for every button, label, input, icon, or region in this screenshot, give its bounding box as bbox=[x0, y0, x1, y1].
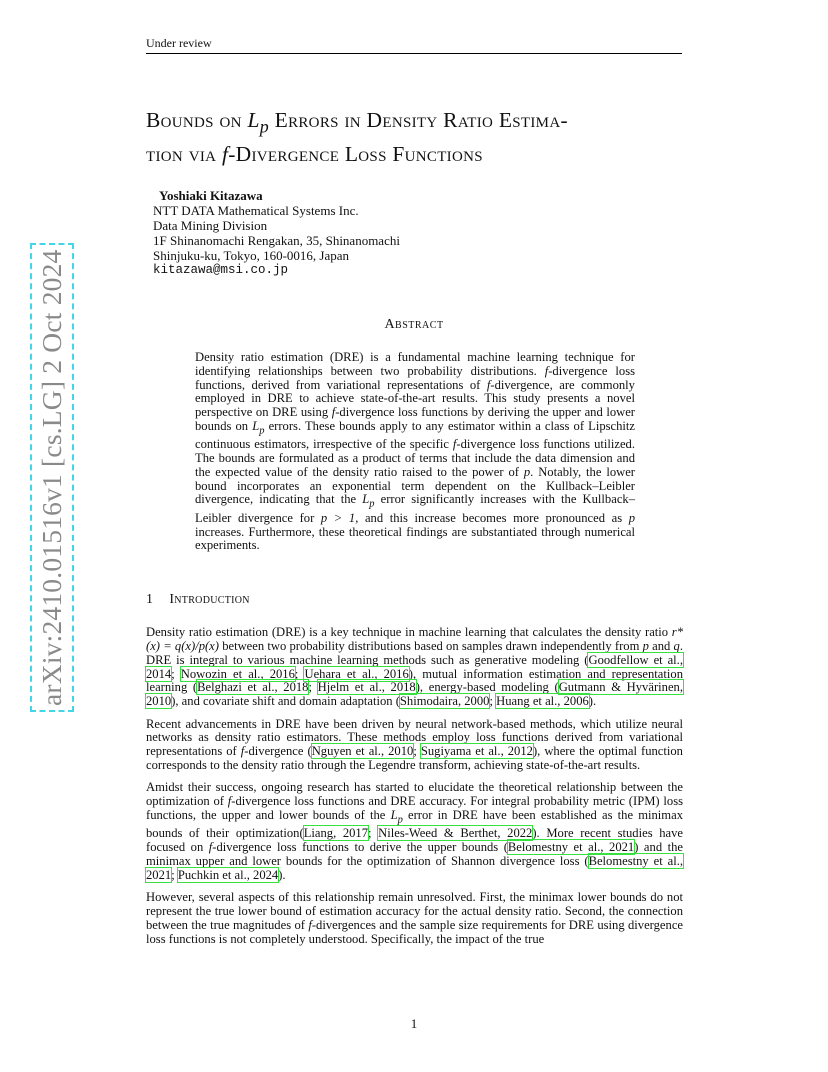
running-header: Under review bbox=[146, 36, 682, 54]
affiliation-line: NTT DATA Mathematical Systems Inc. bbox=[153, 203, 359, 218]
section-heading bbox=[146, 592, 250, 608]
title-text-1: Bounds on bbox=[146, 108, 248, 132]
citation-link[interactable]: Liang, 2017 bbox=[303, 826, 369, 841]
author-name: Yoshiaki Kitazawa bbox=[159, 188, 263, 203]
citation-link[interactable]: Belomestny et al., 2021 bbox=[507, 840, 635, 855]
citation-link[interactable]: Goodfellow et al., 2014 bbox=[146, 652, 683, 681]
title-text-2: Errors in Density Ratio Estima- bbox=[268, 108, 568, 132]
page-number: 1 bbox=[410, 1016, 418, 1031]
citation-link[interactable]: Huang et al., 2006 bbox=[496, 694, 589, 709]
paragraph: Amidst their success, ongoing research has started to elucidate the theoretical relationship between the optimization of f-divergence loss functions and DRE accuracy. For integral probability metric (IPM) loss functions, the upper and lower bounds of the $L_p$ error in DRE have been established as the minimax bounds of their optimization(Liang, 2017; Niles-Weed & Berthet, 2022). More recent studies have focused on f-divergence loss functions to derive the upper bounds (Belomestny et al., 2021) and the minimax upper and lower bounds for the optimization of Shannon divergence loss (Belomestny et al., 2021; Puchkin et al., 2024). bbox=[146, 780, 684, 883]
introduction-body bbox=[146, 626, 683, 955]
title-text-3: tion via bbox=[146, 142, 222, 167]
affiliation-line: Shinjuku-ku, Tokyo, 160-0016, Japan bbox=[153, 248, 350, 263]
section-number: 1 bbox=[146, 592, 154, 607]
arxiv-identifier[interactable]: arXiv:2410.01516v1 [cs.LG] 2 Oct 2024 bbox=[36, 249, 67, 706]
author-email[interactable]: kitazawa@msi.co.jp bbox=[153, 263, 289, 277]
paper-title bbox=[146, 106, 706, 168]
abstract-text: Density ratio estimation (DRE) is a fundamental machine learning technique for identifying relationships between two probability distributions. f-divergence loss functions, derived from variational representations of f-divergence, are commonly employed in DRE to achieve state-of-the-art results. This study presents a novel perspective on DRE using f-divergence loss functions by deriving the upper and lower bounds on $L_p$ errors. These bounds apply to any estimator within a class of Lipschitz continuous estimators, irrespective of the specific f-divergence loss functions utilized. The bounds are formulated as a product of terms that include the data dimension and the expected value of the density ratio raised to the power of p. Notably, the lower bound incorporates an exponential term dependent on the Kullback–Leibler divergence, indicating that the $L_p$ error significantly increases with the Kullback–Leibler divergence for p > 1, and this increase becomes more pronounced as p increases. Furthermore, these theoretical findings are substantiated through numerical experiments. bbox=[195, 350, 636, 553]
abstract-heading: Abstract bbox=[384, 317, 444, 332]
title-math-f: f bbox=[221, 142, 229, 167]
citation-link[interactable]: Shimodaira, 2000 bbox=[399, 694, 490, 709]
affiliation-line: 1F Shinanomachi Rengakan, 35, Shinanomachi bbox=[153, 233, 400, 248]
paragraph: Density ratio estimation (DRE) is a key technique in machine learning that calculates the density ratio r*(x) = q(x)/p(x) between two probability distributions based on samples drawn independently from p and q. DRE is integral to various machine learning methods such as generative modeling (Goodfellow et al., 2014; Nowozin et al., 2016; Uehara et al., 2016), mutual information estimation and representation learning (Belghazi et al., 2018; Hjelm et al., 2018), energy-based modeling (Gutmann & Hyvärinen, 2010), and covariate shift and domain adaptation (Shimodaira, 2000; Huang et al., 2006). bbox=[146, 625, 683, 709]
title-text-4: -Divergence Loss Functions bbox=[228, 142, 483, 167]
citation-link[interactable]: Nowozin et al., 2016 bbox=[180, 666, 295, 681]
affiliation-line: Data Mining Division bbox=[153, 218, 268, 233]
citation-link[interactable]: Belghazi et al., 2018 bbox=[197, 680, 309, 695]
citation-link[interactable]: Sugiyama et al., 2012 bbox=[420, 744, 533, 759]
citation-link[interactable]: Puchkin et al., 2024 bbox=[177, 868, 279, 883]
paragraph: However, several aspects of this relationship remain unresolved. First, the minimax lower bounds do not represent the true lower bound of estimation accuracy for the actual density ratio. Second, the connection between the true magnitudes of f-divergences and the sample size requirements for DRE using divergence loss functions is not completely understood. Specifically, the impact of the true bbox=[146, 890, 683, 946]
title-math-L: L bbox=[247, 108, 260, 132]
citation-link[interactable]: Nguyen et al., 2010 bbox=[311, 744, 414, 759]
citation-link[interactable]: Gutmann & Hyvärinen, 2010 bbox=[146, 680, 683, 709]
citation-link[interactable]: Hjelm et al., 2018 bbox=[317, 680, 416, 695]
citation-link[interactable]: Uehara et al., 2016 bbox=[304, 666, 409, 681]
citation-link[interactable]: Niles-Weed & Berthet, 2022 bbox=[378, 826, 533, 841]
title-math-sub: p bbox=[259, 116, 269, 137]
citation-link[interactable]: Belomestny et al., 2021 bbox=[146, 854, 683, 883]
section-title: Introduction bbox=[169, 592, 250, 607]
author-block bbox=[153, 188, 400, 278]
paragraph: Recent advancements in DRE have been driven by neural network-based methods, which utilize neural networks as density ratio estimators. These methods employ loss functions derived from variational representations of f-divergence (Nguyen et al., 2010; Sugiyama et al., 2012), where the optimal function corresponds to the density ratio through the Legendre transform, achieving state-of-the-art results. bbox=[146, 716, 683, 773]
